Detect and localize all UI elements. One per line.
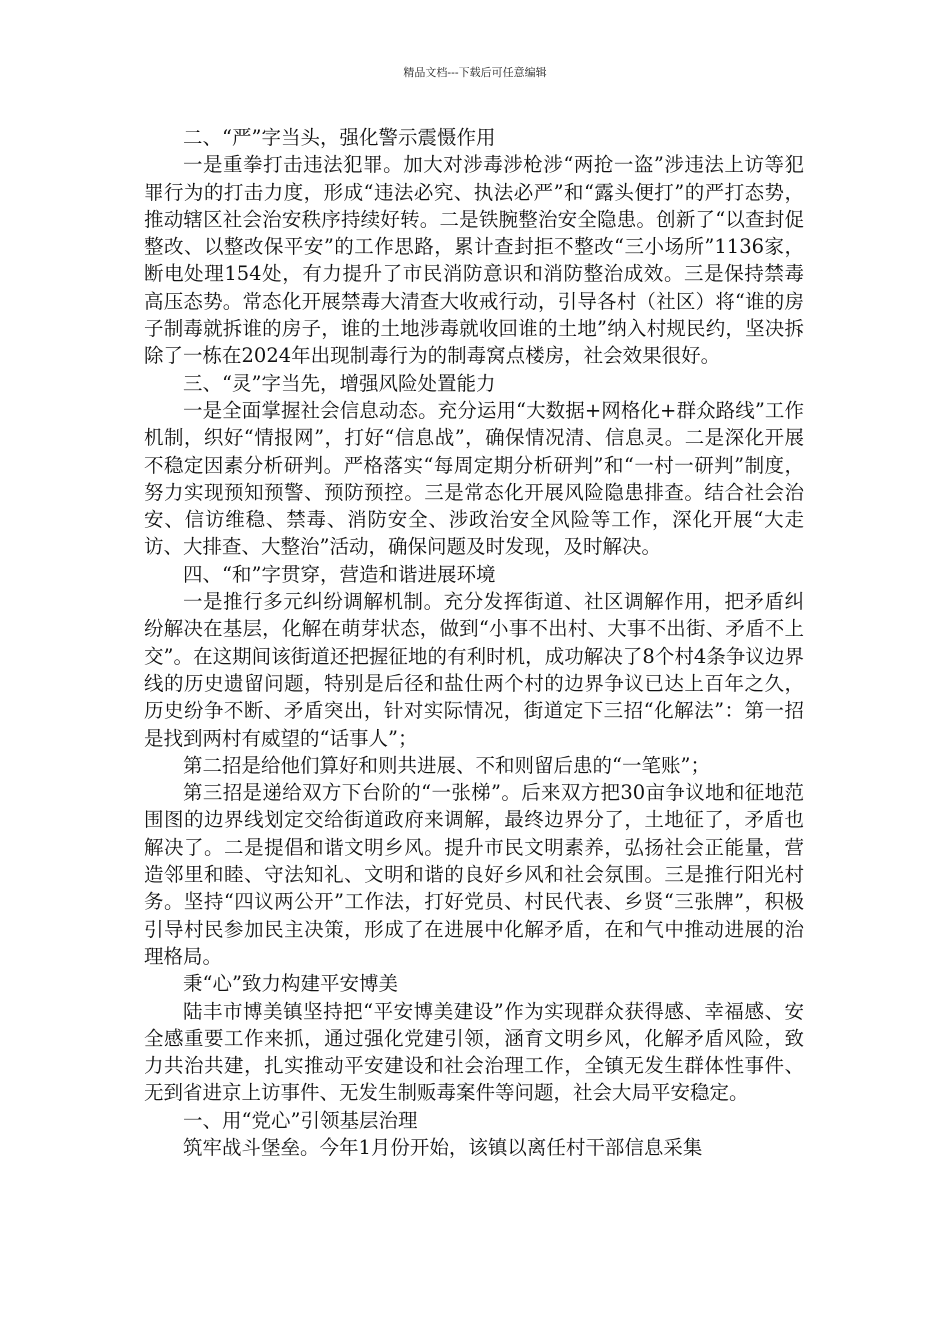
paragraph: 筑牢战斗堡垒。今年1月份开始，该镇以离任村干部信息采集 bbox=[183, 1135, 703, 1159]
document-body bbox=[144, 124, 804, 1161]
paragraph: 陆丰市博美镇坚持把“平安博美建设”作为实现群众获得感、幸福感、安全感重要工作来抓，通过强化党建引领，涵育文明乡风，化解矛盾风险，致力共治共建，扎实推动平安建设和社会治理工作，全镇无发生群体性事件、无到省进京上访事件、无发生制贩毒案件等问题，社会大局平安稳定。 bbox=[144, 999, 804, 1105]
paragraph: 第二招是给他们算好和则共进展、不和则留后患的“一笔账”； bbox=[183, 753, 710, 777]
page-header: 精品文档---下载后可任意编辑 bbox=[403, 66, 547, 79]
section-heading-3: 三、“灵”字当先，增强风险处置能力 bbox=[183, 371, 496, 395]
section-heading-2: 二、“严”字当头，强化警示震慑作用 bbox=[183, 126, 496, 149]
paragraph: 第三招是递给双方下台阶的“一张梯”。后来双方把30亩争议地和征地范围图的边界线划定交给街道政府来调解，最终边界分了，土地征了，矛盾也解决了。二是提倡和谐文明乡风。提升市民文明素养，弘扬社会正能量，营造邻里和睦、守法知礼、文明和谐的良好乡风和社会氛围。三是推行阳光村务。坚持“四议两公开”工作法，打好党员、村民代表、乡贤“三张牌”，积极引导村民参加民主决策，形成了在进展中化解矛盾，在和气中推动进展的治理格局。 bbox=[144, 781, 804, 968]
section-heading-4: 四、“和”字贯穿，营造和谐进展环境 bbox=[183, 562, 496, 586]
paragraph: 一是全面掌握社会信息动态。充分运用“大数据+网格化+群众路线”工作机制，织好“情报网”，打好“信息战”，确保情况清、信息灵。二是深化开展不稳定因素分析研判。严格落实“每周定期分析研判”和“一村一研判”制度，努力实现预知预警、预防预控。三是常态化开展风险隐患排查。结合社会治安、信访维稳、禁毒、消防安全、涉政治安全风险等工作，深化开展“大走访、大排查、大整治”活动，确保问题及时发现，及时解决。 bbox=[144, 398, 804, 559]
paragraph: 一是重拳打击违法犯罪。加大对涉毒涉枪涉“两抢一盗”涉违法上访等犯罪行为的打击力度，形成“违法必究、执法必严”和“露头便打”的严打态势，推动辖区社会治安秩序持续好转。二是铁腕整治安全隐患。创新了“以查封促整改、以整改保平安”的工作思路，累计查封拒不整改“三小场所”1136家，断电处理154处，有力提升了市民消防意识和消防整治成效。三是保持禁毒高压态势。常态化开展禁毒大清查大收戒行动，引导各村（社区）将“谁的房子制毒就拆谁的房子，谁的土地涉毒就收回谁的土地”纳入村规民约，坚决拆除了一栋在2024年出现制毒行为的制毒窝点楼房，社会效果很好。 bbox=[144, 153, 804, 368]
section-heading-1: 一、用“党心”引领基层治理 bbox=[183, 1108, 418, 1132]
article-title: 秉“心”致力构建平安博美 bbox=[183, 972, 398, 996]
paragraph: 一是推行多元纠纷调解机制。充分发挥街道、社区调解作用，把矛盾纠纷解决在基层，化解在萌芽状态，做到“小事不出村、大事不出街、矛盾不上交”。在这期间该街道还把握征地的有利时机，成功解决了8个村4条争议边界线的历史遗留问题，特别是后径和盐仕两个村的边界争议已达上百年之久，历史纷争不断、矛盾突出，针对实际情况，街道定下三招“化解法”：第一招是找到两村有威望的“话事人”； bbox=[144, 590, 804, 750]
